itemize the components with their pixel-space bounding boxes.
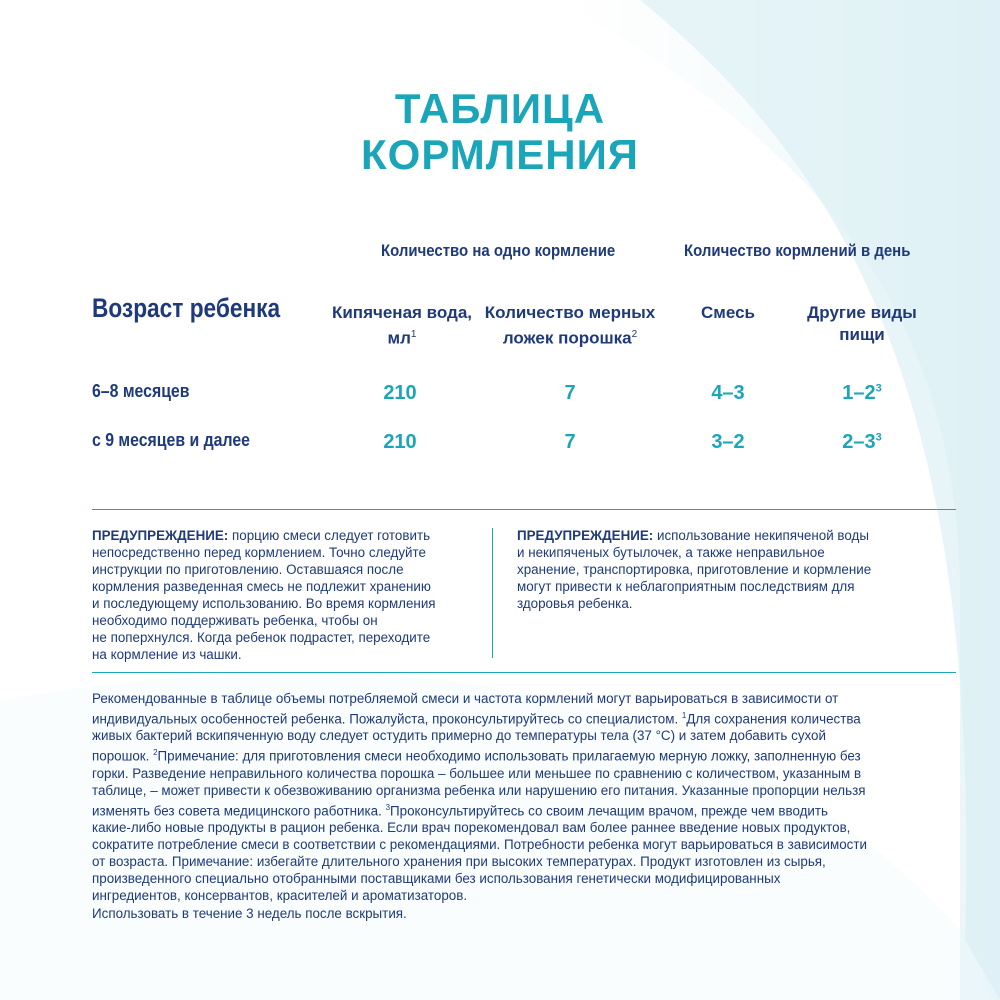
divider-vertical	[492, 528, 493, 658]
column-header-spoons-text: ложек порошка	[502, 328, 632, 348]
cell-formula: 4–3	[711, 382, 745, 404]
footnote-text: Для сохранения количества	[686, 711, 861, 727]
column-header-other-line2: пищи	[839, 325, 885, 344]
warning-right-line: могут привести к неблагоприятным последствиям для	[517, 579, 855, 594]
row-age-label: 6–8 месяцев	[92, 381, 190, 401]
footnote-line	[92, 799, 932, 819]
footnote-marker: 2	[153, 748, 158, 758]
column-header-water-unit: мл	[387, 328, 411, 348]
warning-right-label: ПРЕДУПРЕЖДЕНИЕ:	[517, 528, 654, 543]
warning-right-line	[517, 527, 917, 544]
warning-left-text: порцию смеси следует готовить	[228, 528, 431, 543]
warning-left-line	[92, 527, 472, 544]
footnote-ref-3: 3	[875, 382, 882, 395]
warning-left	[92, 527, 472, 663]
title-line-1: ТАБЛИЦА	[394, 85, 606, 132]
warning-left-line: и последующему использованию. Во время кормления	[92, 596, 436, 611]
cell-formula: 3–2	[711, 431, 745, 453]
footnote-line: сократите потребление смеси в соответствии с рекомендациями. Потребности ребенка могут варьироваться в зависимости	[92, 837, 867, 853]
column-header-spoons	[480, 302, 660, 350]
warning-left-label: ПРЕДУПРЕЖДЕНИЕ:	[92, 528, 229, 543]
warning-right-line: здоровья ребенка.	[517, 596, 633, 611]
footnote-line: Рекомендованные в таблице объемы потребляемой смеси и частота кормлений могут варьироваться в зависимости от	[92, 691, 839, 706]
footnote-marker: 3	[385, 802, 391, 812]
cell-spoons: 7	[564, 431, 576, 453]
cell-water: 210	[383, 431, 417, 453]
row-age-label: с 9 месяцев и далее	[92, 430, 250, 450]
warning-right-text: использование некипяченой воды	[653, 528, 869, 543]
footnote-line: произведенного специально отобранными поставщиками без использования генетически модифицированных	[92, 871, 781, 887]
column-header-water-line2	[322, 324, 482, 350]
footnote-text: Проконсультируйтесь со своим лечащим врачом, прежде чем вводить	[390, 803, 829, 819]
divider-bottom	[92, 672, 956, 673]
column-header-formula	[668, 302, 788, 324]
warning-left-line: не поперхнулся. Когда ребенок подрастет, переходите	[92, 630, 431, 645]
cell-other-food	[792, 431, 932, 454]
footnote-text: индивидуальных особенностей ребенка. Пожалуйста, проконсультируйтесь со специалистом.	[92, 711, 682, 727]
warning-left-line: необходимо поддерживать ребенка, чтобы он	[92, 613, 378, 628]
cell-water: 210	[383, 382, 417, 404]
title-line-2: КОРМЛЕНИЯ	[361, 131, 639, 178]
cell-other-food	[792, 382, 932, 405]
cell-other-food-value: 1–2	[842, 382, 876, 404]
footnote-text: Примечание: для приготовления смеси необходимо использовать прилагаемую мерную ложку, заполненную без	[157, 748, 861, 764]
group-header-per-day: Количество кормлений в день	[684, 241, 911, 260]
column-header-formula-text: Смесь	[701, 303, 755, 322]
footnote-text: порошок.	[92, 748, 154, 764]
footnote-line: от возраста. Примечание: избегайте длительного хранения при высоких температурах. Продукт изготовлен из сырья,	[92, 854, 826, 870]
warning-left-line: кормления разведенная смесь не подлежит хранению	[92, 579, 431, 594]
group-header-per-feeding: Количество на одно кормление	[381, 241, 616, 260]
warning-left-line: на кормление из чашки.	[92, 647, 242, 662]
footnotes	[92, 690, 932, 904]
cell-other-food-value: 2–3	[842, 431, 876, 453]
warning-left-line: непосредственно перед кормлением. Точно следуйте	[92, 545, 426, 560]
footnote-line	[92, 744, 932, 764]
footnote-line: горки. Разведение неправильного количества порошка – большее или меньшее по сравнению с количеством, указанным в	[92, 765, 862, 781]
warning-right-line: и некипяченых бутылочек, а также неправильное	[517, 545, 825, 560]
column-header-water	[322, 302, 482, 350]
footnote-line: какие-либо новые продукты в рацион ребенка. Если врач порекомендовал вам более раннее введение новых продуктов,	[92, 820, 851, 836]
column-header-water-line1: Кипяченая вода,	[331, 303, 473, 322]
page-title	[0, 86, 1000, 178]
warning-right	[517, 527, 917, 612]
column-header-other-food	[792, 302, 932, 346]
warning-left-line: инструкции по приготовлению. Оставшаяся после	[92, 562, 404, 577]
footnote-line: таблице, – может привести к обезвоживанию организма ребенка или нарушению его питания. Указанные пропорции нельзя	[92, 782, 866, 798]
footnote-ref-1: 1	[410, 329, 417, 340]
age-column-header: Возраст ребенка	[92, 293, 281, 323]
footnote-text: изменять без совета медицинского работника.	[92, 803, 386, 819]
column-header-spoons-line1: Количество мерных	[484, 303, 656, 322]
divider-top	[92, 509, 956, 510]
column-header-other-line1: Другие виды	[807, 303, 917, 322]
footnote-ref-2: 2	[631, 329, 638, 340]
footnote-ref-3: 3	[875, 431, 882, 444]
footnote-marker: 1	[681, 711, 687, 720]
footnote-line: ингредиентов, консервантов, красителей и ароматизаторов.	[92, 888, 468, 904]
cell-spoons: 7	[564, 382, 576, 404]
footnote-line	[92, 707, 932, 727]
footnote-line: живых бактерий вскипяченную воду следует остудить примерно до температуры тела (37 °С) и затем добавить сухой	[92, 728, 826, 744]
usage-note: Использовать в течение 3 недель после вскрытия.	[92, 906, 407, 921]
warning-right-line: хранение, транспортировка, приготовление и кормление	[517, 562, 872, 577]
column-header-spoons-line2	[480, 324, 660, 350]
